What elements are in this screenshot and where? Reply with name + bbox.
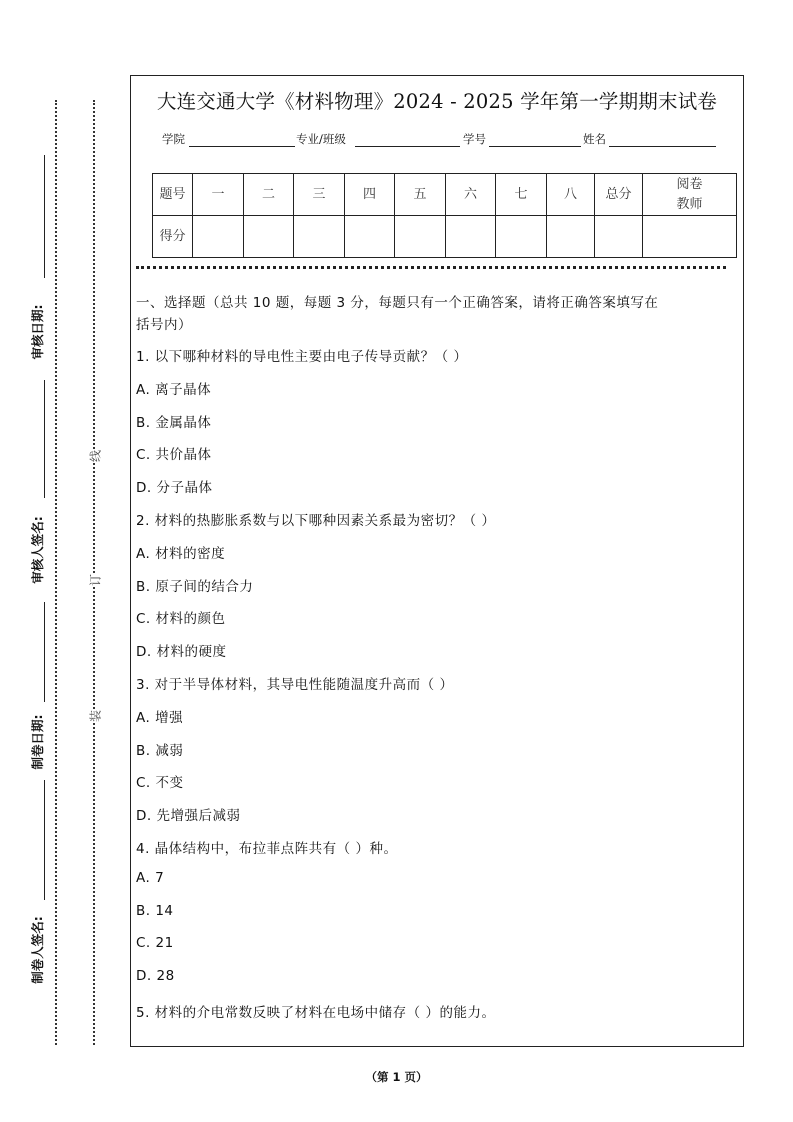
binding-dotted-line-outer (55, 100, 57, 1045)
score-cell[interactable] (496, 216, 547, 258)
answer-option: C. 共价晶体 (136, 447, 212, 464)
header-cell: 四 (345, 174, 395, 216)
college-label: 学院 (162, 132, 185, 146)
header-cell: 六 (446, 174, 496, 216)
major-field[interactable] (355, 146, 460, 147)
binding-char-bind: 装 (88, 709, 103, 723)
binding-dotted-line-inner (93, 100, 95, 1045)
reviewer-signature-line (44, 380, 45, 498)
answer-option: D. 先增强后减弱 (136, 808, 241, 825)
major-label: 专业/班级 (296, 132, 346, 146)
section-heading-line-2: 括号内） (136, 317, 192, 333)
header-cell: 七 (496, 174, 547, 216)
question-text: 4. 晶体结构中，布拉菲点阵共有（ ）种。 (136, 841, 398, 857)
answer-option: B. 14 (136, 902, 174, 919)
header-cell: 二 (244, 174, 294, 216)
header-cell: 一 (193, 174, 244, 216)
review-date-line (44, 155, 45, 278)
question-text: 1. 以下哪种材料的导电性主要由电子传导贡献？（ ） (136, 349, 468, 365)
answer-option: A. 材料的密度 (136, 545, 226, 562)
binding-char-staple: 订 (88, 573, 103, 587)
exam-title: 大连交通大学《材料物理》2024 - 2025 学年第一学期期末试卷 (156, 90, 718, 113)
answer-option: C. 不变 (136, 775, 184, 792)
score-cell[interactable] (294, 216, 345, 258)
header-cell: 三 (294, 174, 345, 216)
question-text: 3. 对于半导体材料，其导电性能随温度升高而（ ） (136, 677, 454, 693)
answer-option: D. 材料的硬度 (136, 644, 227, 661)
review-date-label: 审核日期: (30, 304, 45, 360)
section-divider (136, 266, 726, 269)
student-id-label: 学号 (463, 132, 486, 146)
score-table-score-row (153, 216, 737, 258)
score-cell[interactable] (193, 216, 244, 258)
score-cell[interactable] (446, 216, 496, 258)
answer-option: A. 离子晶体 (136, 381, 212, 398)
question-text: 5. 材料的介电常数反映了材料在电场中储存（ ）的能力。 (136, 1005, 496, 1021)
binding-char-line: 线 (88, 449, 103, 463)
question-text: 2. 材料的热膨胀系数与以下哪种因素关系最为密切？（ ） (136, 513, 496, 529)
score-cell[interactable] (547, 216, 595, 258)
row-label: 得分 (153, 216, 193, 258)
answer-option: A. 增强 (136, 709, 184, 726)
name-label: 姓名 (583, 132, 606, 146)
score-cell[interactable] (395, 216, 446, 258)
header-cell: 总分 (595, 174, 643, 216)
header-cell: 八 (547, 174, 595, 216)
section-heading-line-1: 一、选择题（总共 10 题，每题 3 分，每题只有一个正确答案，请将正确答案填写在 (136, 295, 659, 311)
score-cell[interactable] (595, 216, 643, 258)
name-field[interactable] (609, 146, 716, 147)
make-date-label: 制卷日期: (30, 714, 45, 770)
answer-option: D. 28 (136, 968, 175, 985)
score-table-header-row (153, 174, 737, 216)
page-number: （第 1 页） (365, 1070, 428, 1084)
answer-option: D. 分子晶体 (136, 480, 213, 497)
score-cell[interactable] (244, 216, 294, 258)
maker-signature-line (44, 780, 45, 900)
score-cell[interactable] (643, 216, 737, 258)
score-table (152, 173, 737, 258)
answer-option: C. 21 (136, 935, 174, 952)
answer-option: A. 7 (136, 869, 165, 886)
header-cell: 五 (395, 174, 446, 216)
answer-option: B. 原子间的结合力 (136, 578, 254, 595)
header-cell: 阅卷教师 (643, 174, 737, 216)
answer-option: C. 材料的颜色 (136, 611, 226, 628)
maker-signature-label: 制卷人签名: (30, 916, 45, 984)
answer-option: B. 减弱 (136, 742, 184, 759)
header-cell: 题号 (153, 174, 193, 216)
college-field[interactable] (189, 146, 295, 147)
student-id-field[interactable] (489, 146, 581, 147)
answer-option: B. 金属晶体 (136, 414, 212, 431)
reviewer-signature-label: 审核人签名: (30, 516, 45, 584)
make-date-line (44, 602, 45, 702)
score-cell[interactable] (345, 216, 395, 258)
